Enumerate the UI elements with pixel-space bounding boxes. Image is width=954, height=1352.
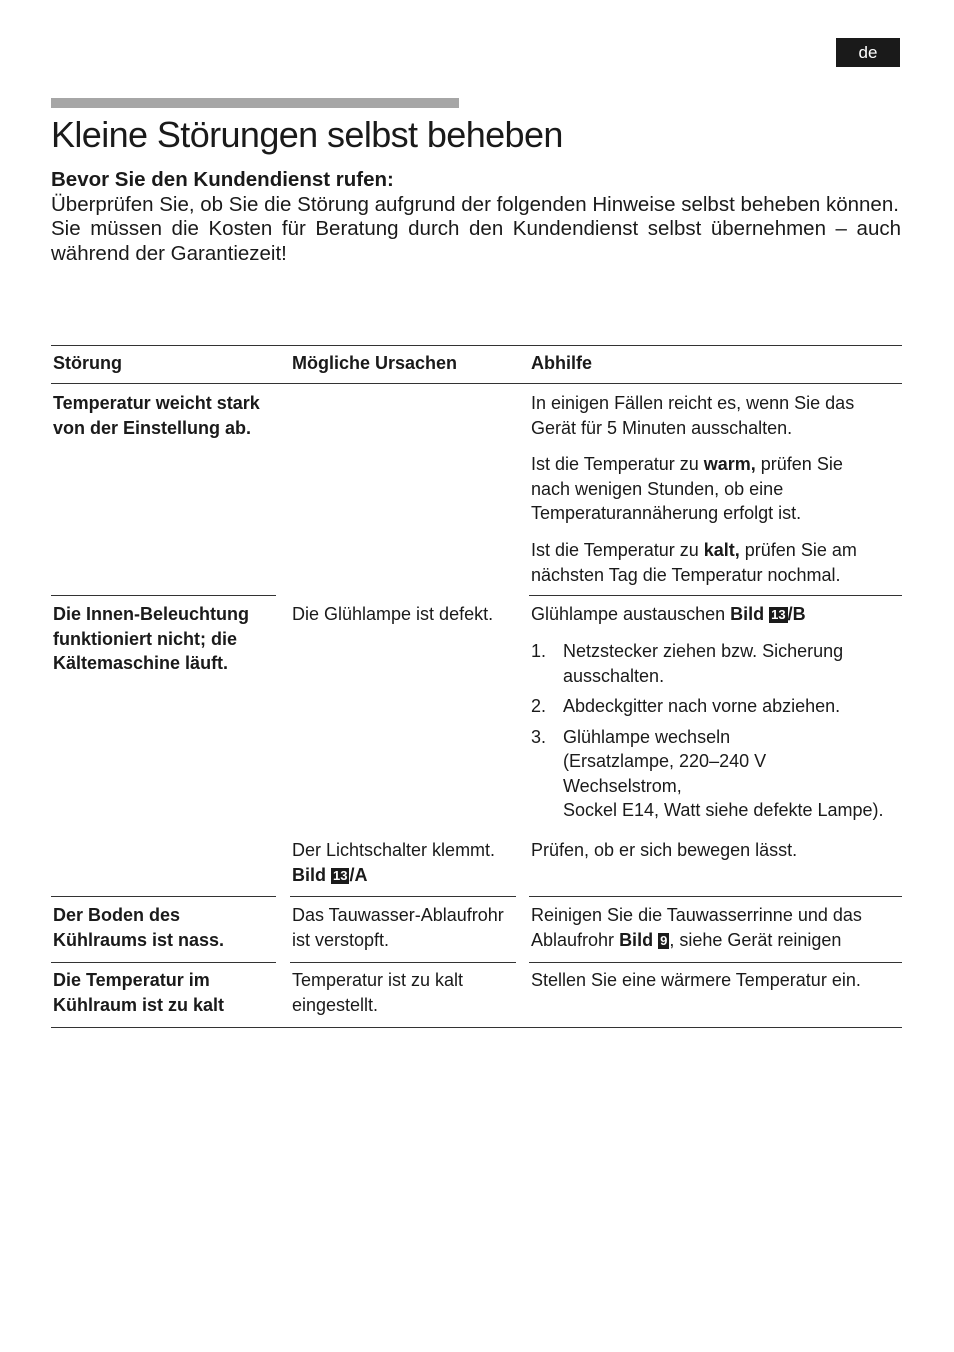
figure-number-badge: 9 <box>660 932 668 948</box>
language-badge: de <box>836 38 900 67</box>
table-bottom-rule <box>51 1027 902 1028</box>
row-rule <box>290 896 516 897</box>
header-stoerung: Störung <box>53 353 122 373</box>
row3-cause: Das Tauwasser-Ablaufrohr ist verstopft. <box>292 905 504 950</box>
header-rule <box>51 383 902 384</box>
row1-remedy-1: In einigen Fällen reicht es, wenn Sie das Gerät für 5 Minuten ausschalten. <box>531 393 855 438</box>
figure-number-badge: 13 <box>333 867 348 883</box>
row3-fault: Der Boden des Kühlraums ist nass. <box>53 905 225 950</box>
intro-paragraph-1: Überprüfen Sie, ob Sie die Störung aufgrund der folgenden Hinweise selbst beheben können. <box>51 192 899 216</box>
row-rule <box>529 896 902 897</box>
intro-paragraph-2: Sie müssen die Kosten für Beratung durch den Kundendienst selbst übernehmen – auch während der Garantiezeit! <box>51 217 901 265</box>
table-top-rule <box>51 345 902 346</box>
row-rule <box>529 595 902 596</box>
figure-number-badge: 13 <box>771 607 786 622</box>
row2-cause-2: Der Lichtschalter klemmt. Bild 13 /A <box>292 840 496 885</box>
row2-steps <box>531 639 896 829</box>
row1-remedy-2: Ist die Temperatur zu warm, prüfen Sie nach wenigen Stunden, ob eine Temperaturannäherung erfolgt ist. <box>531 454 843 523</box>
row-rule <box>529 962 902 963</box>
row4-fault: Die Temperatur im Kühlraum ist zu kalt <box>53 970 225 1015</box>
step-item: 3. Glühlampe wechseln (Ersatzlampe, 220–240 V Wechselstrom, Sockel E14, Watt siehe defekte Lampe). <box>531 726 884 820</box>
row-rule <box>51 962 276 963</box>
row2-fault: Die Innen-Beleuchtung funktioniert nicht; die Kältemaschine läuft. <box>53 604 250 673</box>
step-item: 2. Abdeckgitter nach vorne abziehen. <box>531 696 841 716</box>
intro-section <box>51 168 901 266</box>
step-item: 1. Netzstecker ziehen bzw. Sicherung ausschalten. <box>531 641 844 686</box>
row1-remedy-3: Ist die Temperatur zu kalt, prüfen Sie am nächsten Tag die Temperatur nochmal. <box>531 540 857 585</box>
header-ursachen: Mögliche Ursachen <box>292 353 458 373</box>
row2-remedy-1: Glühlampe austauschen Bild 13 /B <box>531 604 806 624</box>
row4-remedy: Stellen Sie eine wärmere Temperatur ein. <box>531 970 861 990</box>
row2-cause-1: Die Glühlampe ist defekt. <box>292 604 494 624</box>
row1-fault: Temperatur weicht stark von der Einstellung ab. <box>53 393 260 438</box>
row3-remedy: Reinigen Sie die Tauwasserrinne und das Ablaufrohr Bild 9 , siehe Gerät reinigen <box>531 905 862 950</box>
row-rule <box>51 896 276 897</box>
row2-remedy-2: Prüfen, ob er sich bewegen lässt. <box>531 840 798 860</box>
row4-cause: Temperatur ist zu kalt eingestellt. <box>292 970 464 1015</box>
header-abhilfe: Abhilfe <box>531 353 592 373</box>
row-rule <box>51 595 276 596</box>
page-title: Kleine Störungen selbst beheben <box>51 114 563 155</box>
row-rule <box>290 962 516 963</box>
title-bar-decoration <box>51 98 459 108</box>
intro-heading: Bevor Sie den Kundendienst rufen: <box>51 168 394 191</box>
